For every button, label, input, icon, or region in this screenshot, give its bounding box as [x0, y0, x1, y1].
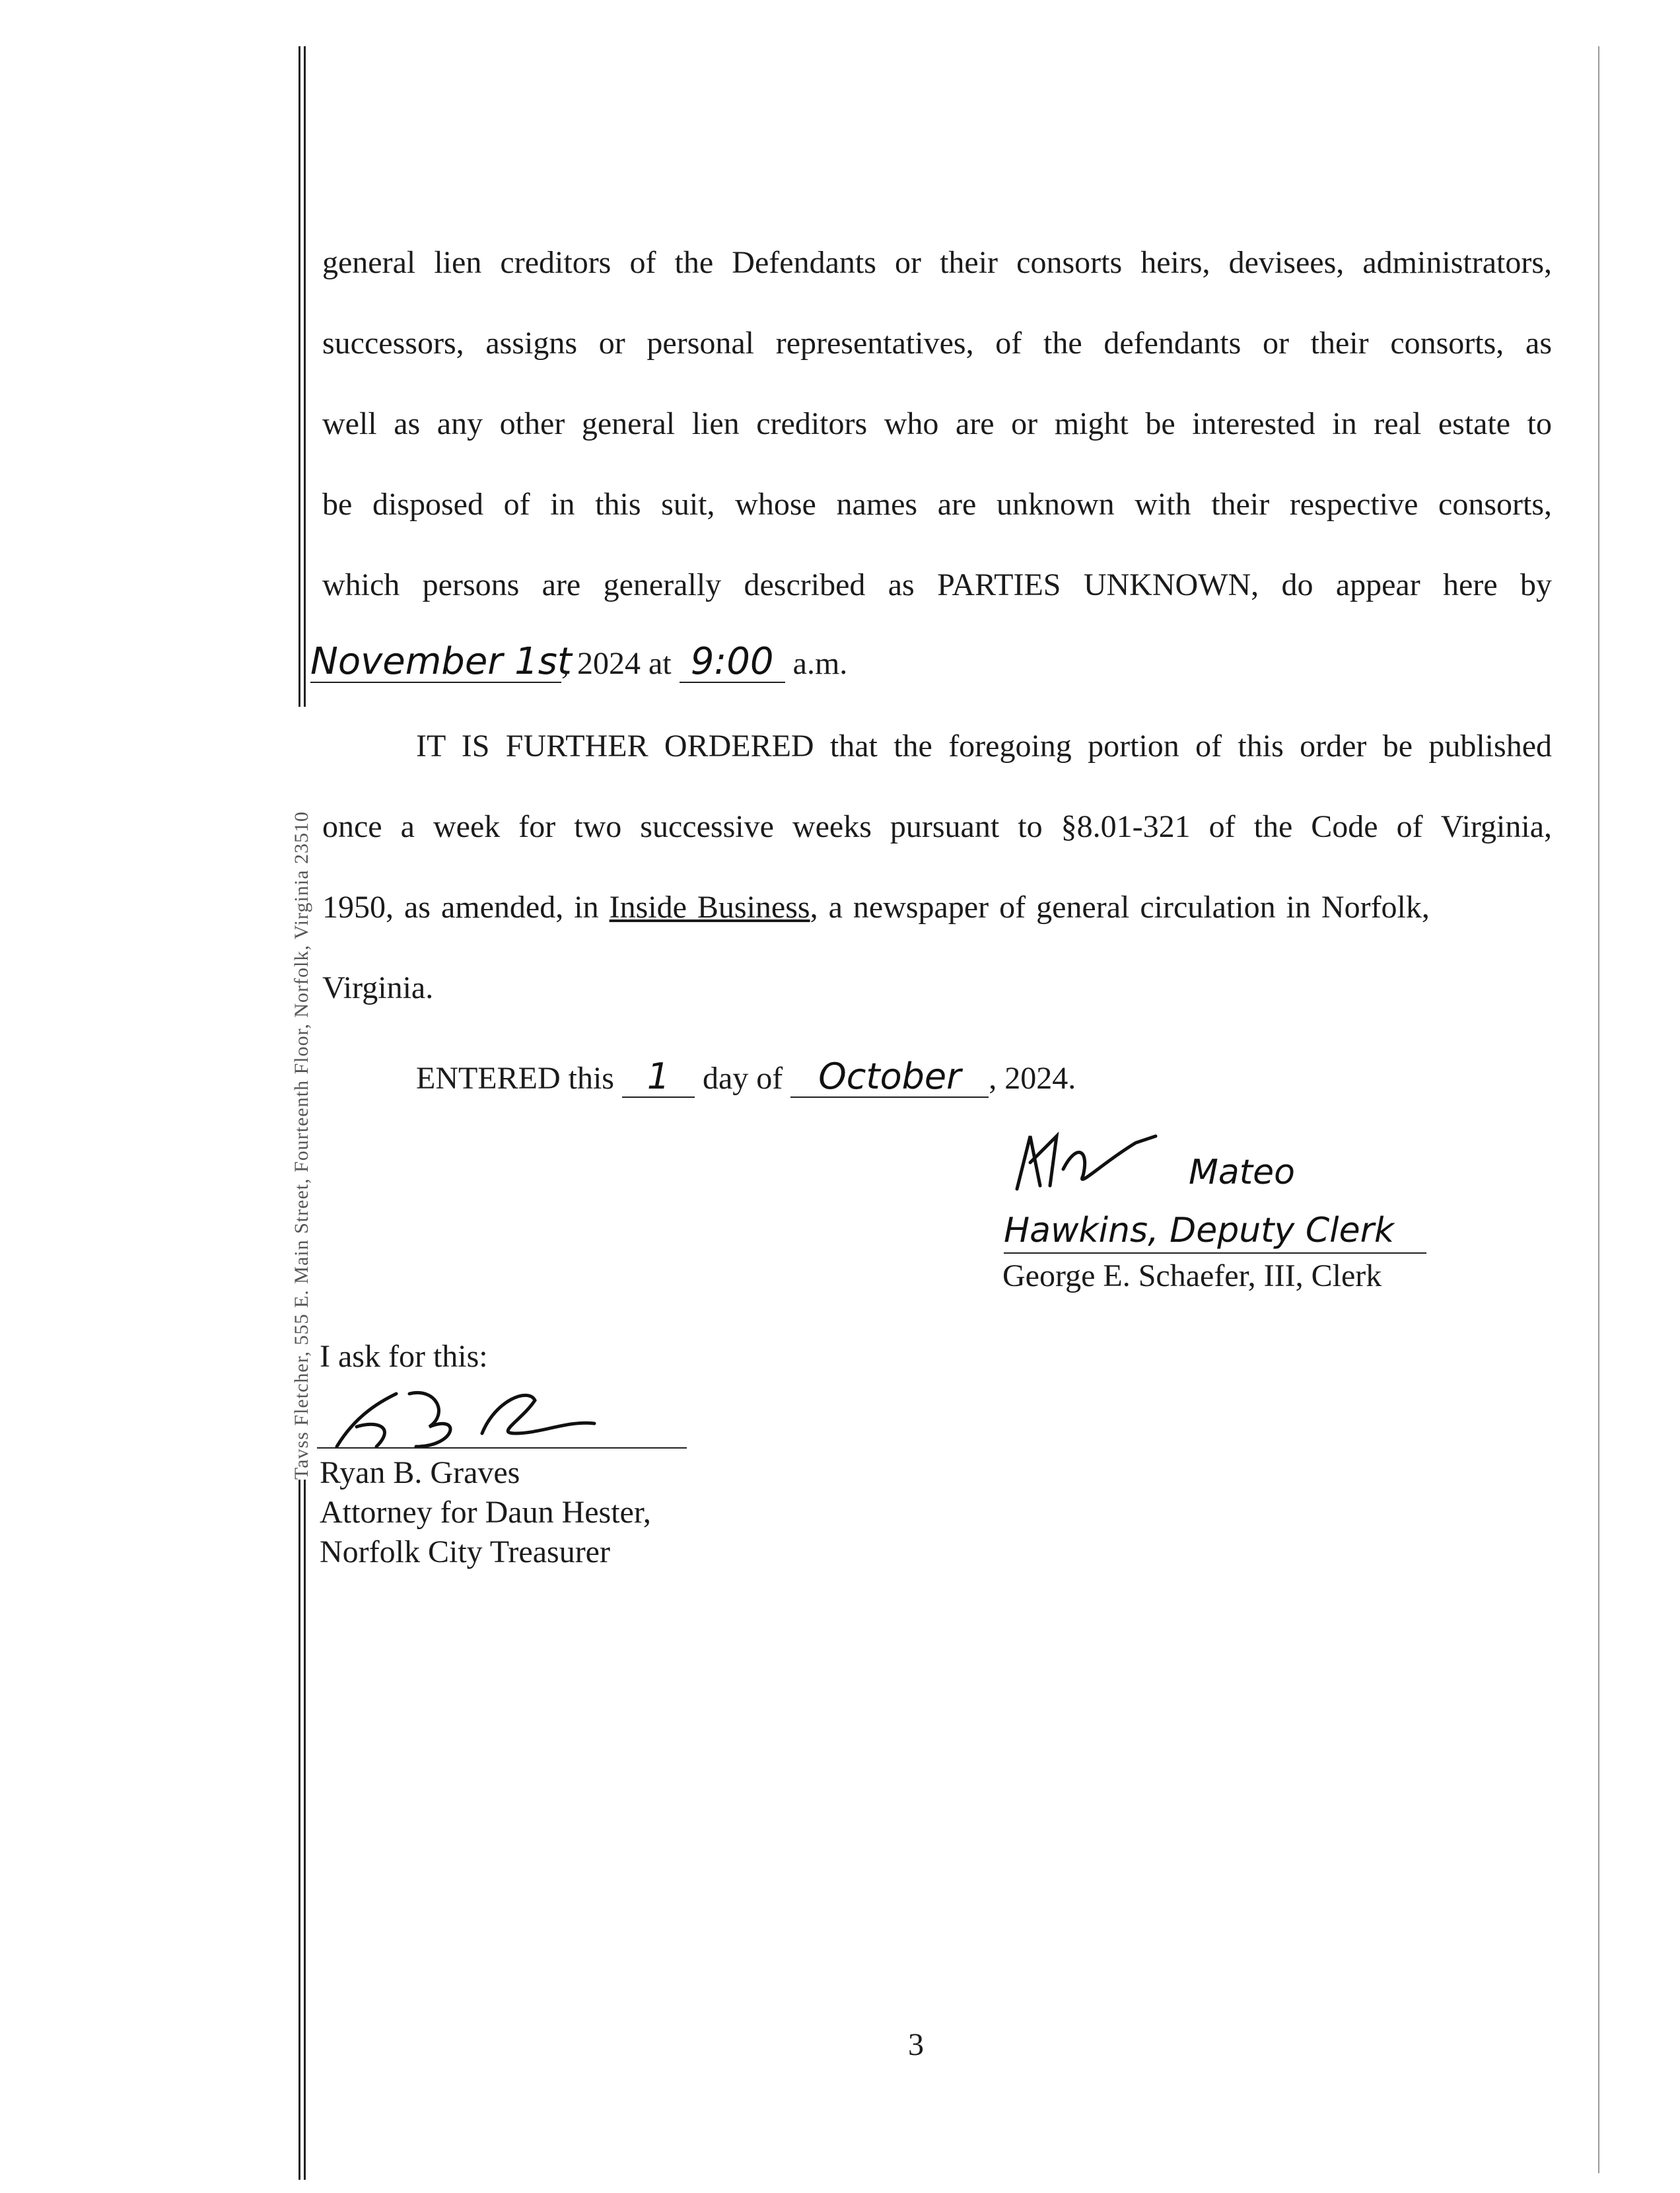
handwritten-clerk-name-2: Hawkins, Deputy Clerk: [1004, 1209, 1426, 1254]
handwritten-month: October: [790, 1057, 989, 1098]
attorney-role: Attorney for Daun Hester,: [320, 1495, 651, 1530]
newspaper-name: Inside Business: [609, 890, 810, 925]
handwritten-clerk-name-1: Mateo: [1189, 1153, 1295, 1192]
text-line: general lien creditors of the Defendants or their consorts heirs, devisees, administrators,: [322, 245, 1552, 280]
entered-mid: day of: [702, 1061, 783, 1096]
left-margin-rule: [298, 46, 300, 707]
clerk-printed-name: George E. Schaefer, III, Clerk: [1002, 1258, 1382, 1293]
right-margin-rule: [1598, 46, 1599, 2173]
attorney-name: Ryan B. Graves: [320, 1455, 520, 1490]
text-segment: , a newspaper of general circulation in Norfolk,: [810, 890, 1430, 925]
left-margin-rule-lower: [298, 1480, 300, 2180]
entered-post: , 2024.: [989, 1061, 1076, 1096]
text-line: well as any other general lien creditors who are or might be interested in real estate to: [322, 406, 1552, 441]
handwritten-time: 9:00: [680, 642, 785, 683]
page-number: 3: [908, 2027, 924, 2062]
ask-for-this: I ask for this:: [320, 1339, 488, 1374]
entered-line: [416, 1057, 1076, 1098]
clerk-signature-scribble: [1004, 1123, 1175, 1202]
text-segment: 1950, as amended, in: [322, 890, 599, 925]
handwritten-date: November 1st: [310, 640, 572, 683]
text-line: which persons are generally described as PARTIES UNKNOWN, do appear here by: [322, 567, 1552, 602]
entered-pre: ENTERED this: [416, 1061, 614, 1096]
ampm-text: a.m.: [792, 646, 848, 681]
text-line: [322, 888, 1552, 927]
text-line: Virginia.: [322, 970, 434, 1005]
appearance-date-line: [310, 642, 847, 684]
handwritten-day: 1: [622, 1057, 695, 1098]
left-margin-rule-inner: [304, 46, 306, 707]
text-line: successors, assigns or personal representatives, of the defendants or their consorts, as: [322, 326, 1552, 361]
left-margin-rule-lower-inner: [304, 1480, 306, 2180]
text-line: IT IS FURTHER ORDERED that the foregoing portion of this order be published: [416, 729, 1552, 764]
attorney-signature-scribble: [317, 1374, 700, 1460]
text-line: once a week for two successive weeks pursuant to §8.01-321 of the Code of Virginia,: [322, 809, 1552, 844]
year-text: , 2024 at: [561, 646, 672, 681]
text-line: be disposed of in this suit, whose names are unknown with their respective consorts,: [322, 487, 1552, 522]
firm-address-margin-text: Tavss Fletcher, 555 E. Main Street, Fourteenth Floor, Norfolk, Virginia 23510: [291, 811, 312, 1480]
attorney-office: Norfolk City Treasurer: [320, 1534, 610, 1569]
